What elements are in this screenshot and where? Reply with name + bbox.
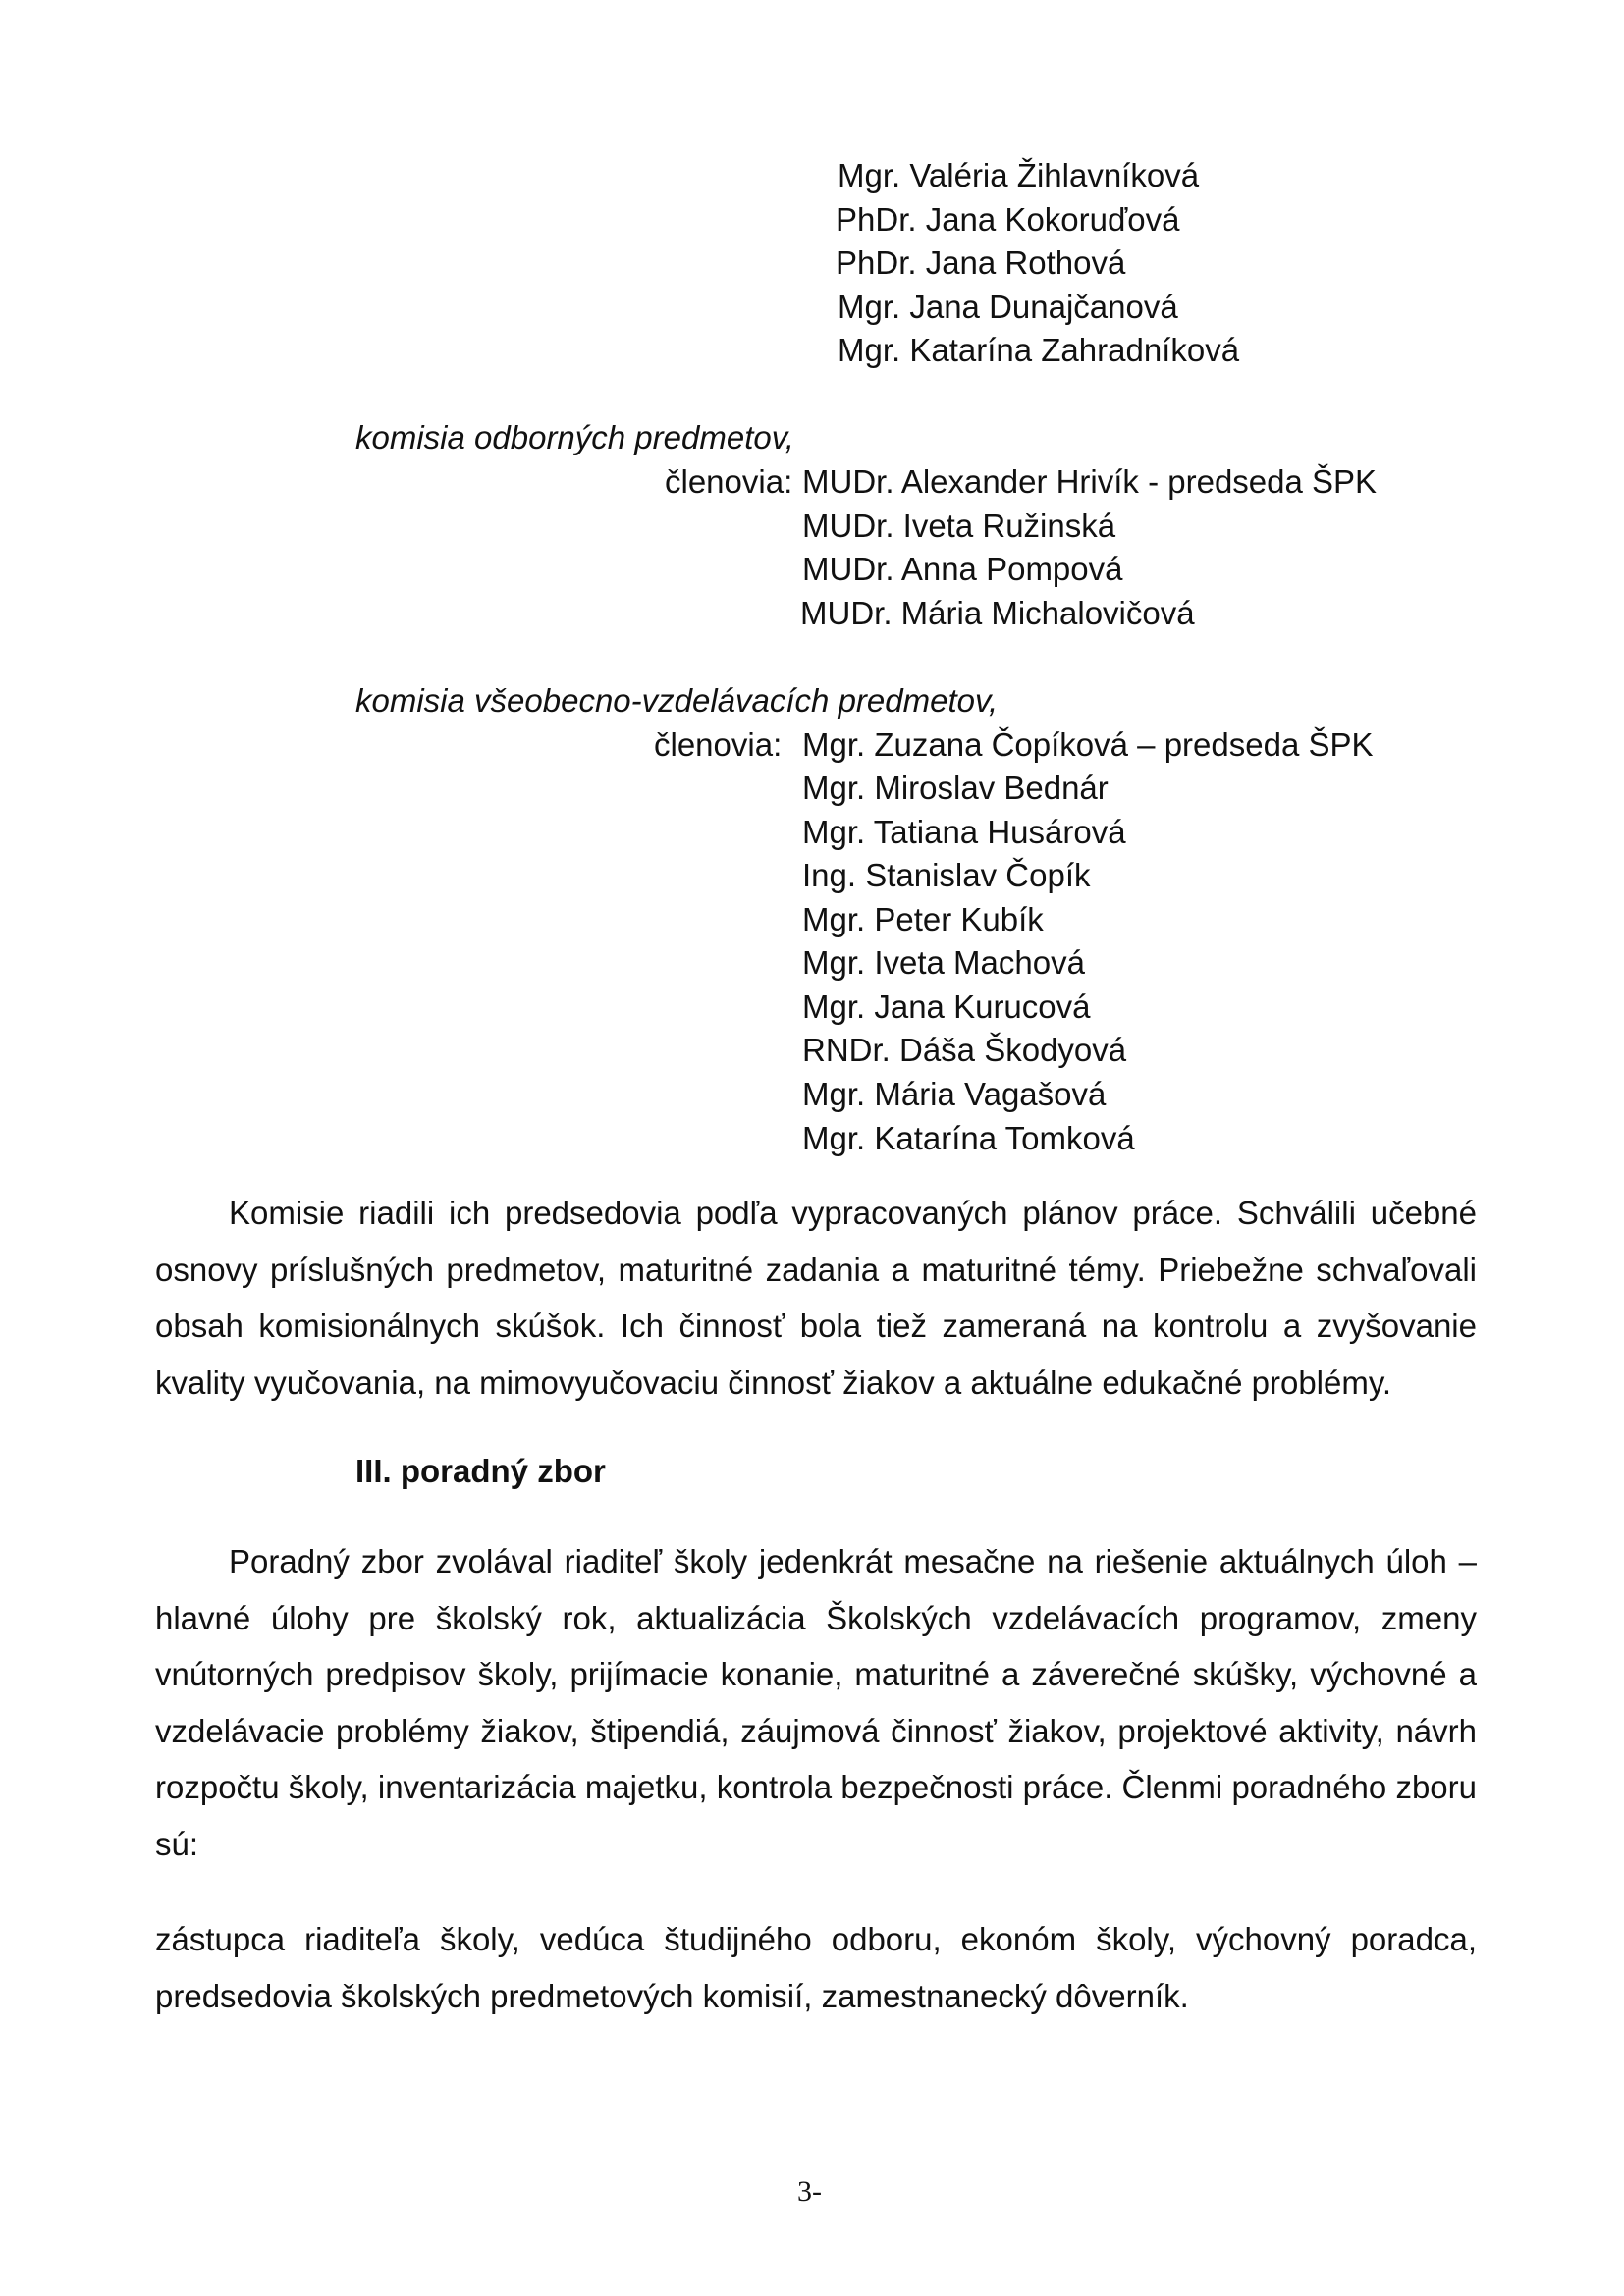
commission-member: Mgr. Tatiana Husárová	[802, 814, 1126, 850]
board-members-paragraph: zástupca riaditeľa školy, vedúca študijného odboru, ekonóm školy, výchovný poradca, predsedovia školských predmetových komisií, zamestnanecký dôverník.	[155, 1921, 1477, 2014]
commission-member: Mgr. Zuzana Čopíková – predseda ŠPK	[802, 726, 1374, 763]
commission-member: Mgr. Iveta Machová	[802, 944, 1085, 981]
commission-general-heading: komisia všeobecno-vzdelávacích predmetov,	[355, 682, 999, 719]
top-list-item: PhDr. Jana Rothová	[836, 244, 1126, 281]
commission-member: Mgr. Peter Kubík	[802, 901, 1044, 937]
commission-member: MUDr. Anna Pompová	[802, 551, 1123, 587]
commission-member: Mgr. Mária Vagašová	[802, 1076, 1107, 1112]
top-list-item: PhDr. Jana Kokoruďová	[836, 201, 1180, 238]
commission-member: Mgr. Miroslav Bednár	[802, 770, 1109, 806]
commission-member: Ing. Stanislav Čopík	[802, 857, 1091, 893]
section-heading: III. poradný zbor	[355, 1453, 606, 1489]
members-label: členovia:	[665, 463, 793, 500]
commissions-paragraph: Komisie riadili ich predsedovia podľa vypracovaných plánov práce. Schválili učebné osnovy príslušných predmetov, maturitné zadania a maturitné témy. Priebežne schvaľovali obsah komisionálnych skúšok. Ich činnosť bola tiež zameraná na kontrolu a zvyšovanie kvality vyučovania, na mimovyučovaciu činnosť žiakov a aktuálne edukačné problémy.	[155, 1195, 1477, 1401]
advisory-board-paragraph: Poradný zbor zvolával riaditeľ školy jedenkrát mesačne na riešenie aktuálnych úloh – hlavné úlohy pre školský rok, aktualizácia Školských vzdelávacích programov, zmeny vnútorných predpisov školy, prijímacie konanie, maturitné a záverečné skúšky, výchovné a vzdelávacie problémy žiakov, štipendiá, záujmová činnosť žiakov, projektové aktivity, návrh rozpočtu školy, inventarizácia majetku, kontrola bezpečnosti práce. Členmi poradného zboru sú:	[155, 1543, 1477, 1862]
page-number: 3-	[797, 2175, 822, 2208]
members-label: členovia:	[654, 726, 783, 763]
commission-member: RNDr. Dáša Škodyová	[802, 1032, 1127, 1068]
commission-member: MUDr. Alexander Hrivík - predseda ŠPK	[802, 463, 1378, 500]
commission-member: MUDr. Mária Michalovičová	[800, 595, 1195, 631]
top-list-item: Mgr. Katarína Zahradníková	[838, 332, 1240, 368]
commission-member: MUDr. Iveta Ružinská	[802, 507, 1116, 544]
commission-member: Mgr. Katarína Tomková	[802, 1120, 1135, 1156]
commission-professional-heading: komisia odborných predmetov,	[355, 419, 794, 455]
top-list-item: Mgr. Jana Dunajčanová	[838, 289, 1178, 325]
top-list-item: Mgr. Valéria Žihlavníková	[838, 157, 1200, 193]
commission-member: Mgr. Jana Kurucová	[802, 988, 1091, 1025]
